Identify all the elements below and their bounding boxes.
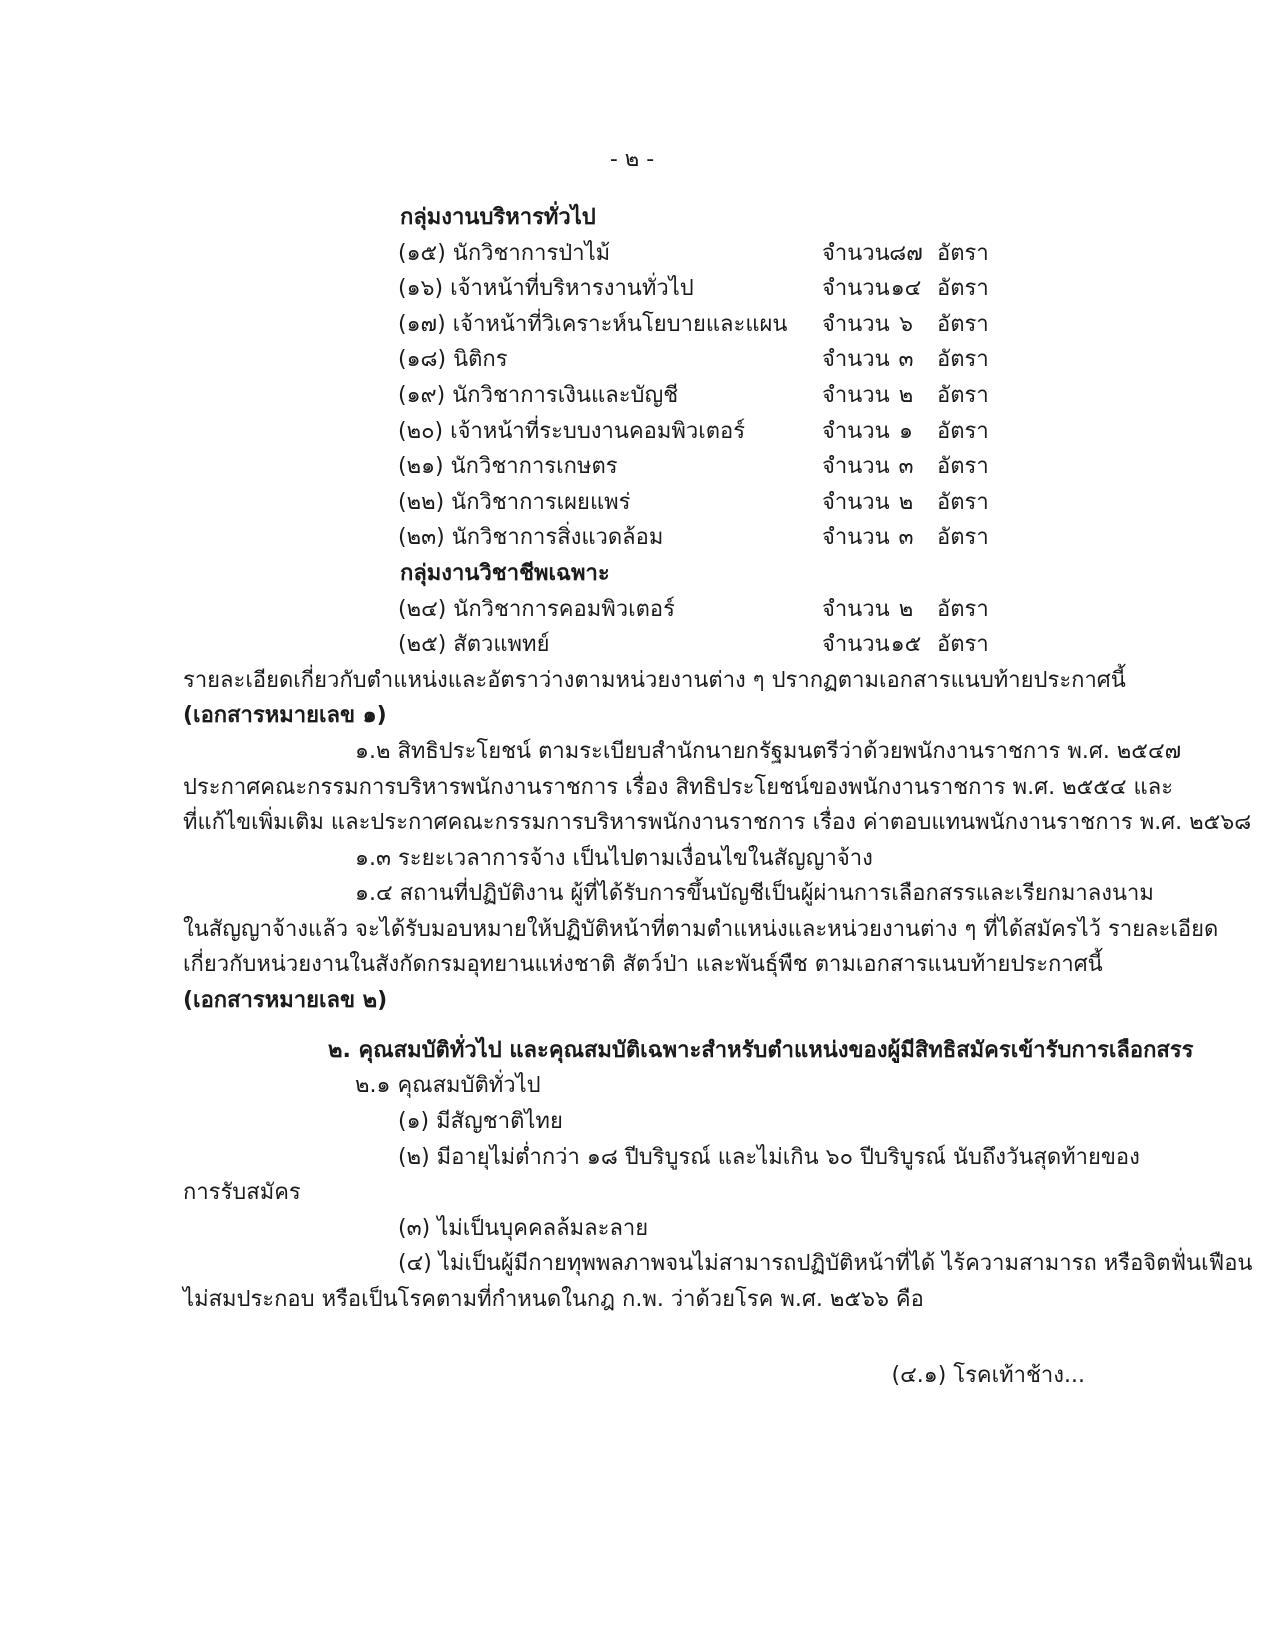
position-name: (๒๑) นักวิชาการเกษตร xyxy=(398,454,618,480)
quantity-label: จำนวน xyxy=(822,525,890,551)
qualification-item-continued: การรับสมัคร xyxy=(183,1180,301,1206)
clause-1-2-line: ที่แก้ไขเพิ่มเติม และประกาศคณะกรรมการบริหารพนักงานราชการ เรื่อง ค่าตอบแทนพนักงานราชการ พ.ศ. ๒๕๖๘ xyxy=(183,810,1252,836)
group-heading-general-admin: กลุ่มงานบริหารทั่วไป xyxy=(400,205,596,230)
quantity-label: จำนวน xyxy=(822,489,890,515)
position-row xyxy=(398,342,1085,378)
quantity-unit: อัตรา xyxy=(937,489,989,515)
quantity-value: ๓ xyxy=(898,454,914,480)
quantity-value: ๑ xyxy=(899,418,913,444)
section-2-heading: ๒. คุณสมบัติทั่วไป และคุณสมบัติเฉพาะสำหรับตำแหน่งของผู้มีสิทธิสมัครเข้ารับการเลือกสรร xyxy=(328,1037,1194,1063)
quantity-value: ๑๕ xyxy=(890,632,922,658)
quantity-label: จำนวน xyxy=(822,596,890,622)
quantity-value: ๒ xyxy=(898,489,914,515)
quantity-unit: อัตรา xyxy=(937,276,989,302)
quantity-unit: อัตรา xyxy=(937,240,989,266)
quantity-label: จำนวน xyxy=(822,418,890,444)
position-row xyxy=(398,307,1085,343)
position-row xyxy=(398,378,1085,414)
position-name: (๒๕) สัตวแพทย์ xyxy=(398,632,550,658)
quantity-value: ๓ xyxy=(898,525,914,551)
quantity-unit: อัตรา xyxy=(937,382,989,408)
quantity-unit: อัตรา xyxy=(937,632,989,658)
clause-1-2-line: ประกาศคณะกรรมการบริหารพนักงานราชการ เรื่อง สิทธิประโยชน์ของพนักงานราชการ พ.ศ. ๒๕๕๔ และ xyxy=(183,774,1174,800)
quantity-label: จำนวน xyxy=(822,382,890,408)
clause-1-2-line: ๑.๒ สิทธิประโยชน์ ตามระเบียบสำนักนายกรัฐมนตรีว่าด้วยพนักงานราชการ พ.ศ. ๒๕๔๗ xyxy=(355,738,1182,764)
position-row xyxy=(398,520,1085,556)
detail-note: รายละเอียดเกี่ยวกับตำแหน่งและอัตราว่างตามหน่วยงานต่าง ๆ ปรากฏตามเอกสารแนบท้ายประกาศนี้ xyxy=(183,667,1126,693)
position-name: (๒๒) นักวิชาการเผยแพร่ xyxy=(398,489,631,515)
position-name: (๒๐) เจ้าหน้าที่ระบบงานคอมพิวเตอร์ xyxy=(398,418,746,444)
qualification-item-continued: ไม่สมประกอบ หรือเป็นโรคตามที่กำหนดในกฎ ก.พ. ว่าด้วยโรค พ.ศ. ๒๕๖๖ คือ xyxy=(183,1287,924,1312)
page-number: - ๒ - xyxy=(609,147,655,172)
qualification-item: (๒) มีอายุไม่ต่ำกว่า ๑๘ ปีบริบูรณ์ และไม่เกิน ๖๐ ปีบริบูรณ์ นับถึงวันสุดท้ายของ xyxy=(398,1144,1140,1170)
quantity-label: จำนวน xyxy=(822,347,890,373)
position-row xyxy=(398,592,1085,628)
position-row xyxy=(398,449,1085,485)
position-row xyxy=(398,627,1085,663)
qualification-item: (๓) ไม่เป็นบุคคลล้มละลาย xyxy=(398,1215,649,1241)
group-heading-professional: กลุ่มงานวิชาชีพเฉพาะ xyxy=(400,560,610,586)
quantity-value: ๒ xyxy=(898,382,914,408)
quantity-value: ๒ xyxy=(898,596,914,622)
quantity-label: จำนวน xyxy=(822,276,890,302)
position-name: (๒๔) นักวิชาการคอมพิวเตอร์ xyxy=(398,596,675,622)
quantity-unit: อัตรา xyxy=(937,454,989,480)
position-name: (๑๘) นิติกร xyxy=(398,347,508,373)
position-name: (๑๙) นักวิชาการเงินและบัญชี xyxy=(398,382,679,408)
position-row xyxy=(398,414,1085,450)
quantity-value: ๑๔ xyxy=(890,276,922,302)
position-name: (๑๕) นักวิชาการป่าไม้ xyxy=(398,240,611,266)
position-row xyxy=(398,236,1085,272)
quantity-unit: อัตรา xyxy=(937,347,989,373)
quantity-unit: อัตรา xyxy=(937,311,989,337)
attachment-reference-2: (เอกสารหมายเลข ๒) xyxy=(183,988,388,1014)
document-body xyxy=(0,200,1275,1318)
quantity-value: ๖ xyxy=(899,311,913,337)
position-row xyxy=(398,485,1085,521)
qualification-item: (๑) มีสัญชาติไทย xyxy=(398,1109,563,1135)
clause-1-3: ๑.๓ ระยะเวลาการจ้าง เป็นไปตามเงื่อนไขในสัญญาจ้าง xyxy=(355,845,873,871)
quantity-value: ๓ xyxy=(898,347,914,373)
subsection-2-1-heading: ๒.๑ คุณสมบัติทั่วไป xyxy=(355,1073,541,1099)
quantity-label: จำนวน xyxy=(822,454,890,480)
quantity-label: จำนวน xyxy=(822,311,890,337)
position-name: (๑๗) เจ้าหน้าที่วิเคราะห์นโยบายและแผน xyxy=(398,311,788,337)
quantity-label: จำนวน xyxy=(822,240,890,266)
quantity-value: ๘๗ xyxy=(889,240,923,266)
continuation-marker: (๔.๑) โรคเท้าช้าง... xyxy=(891,1363,1085,1388)
clause-1-4-line: ๑.๔ สถานที่ปฏิบัติงาน ผู้ที่ได้รับการขึ้นบัญชีเป็นผู้ผ่านการเลือกสรรและเรียกมาลงนาม xyxy=(355,881,1154,907)
quantity-unit: อัตรา xyxy=(937,418,989,444)
attachment-reference-1: (เอกสารหมายเลข ๑) xyxy=(183,703,387,729)
position-name: (๒๓) นักวิชาการสิ่งแวดล้อม xyxy=(398,525,664,551)
position-row xyxy=(398,271,1085,307)
clause-1-4-line: เกี่ยวกับหน่วยงานในสังกัดกรมอุทยานแห่งชาติ สัตว์ป่า และพันธุ์พืช ตามเอกสารแนบท้ายประกาศนี้ xyxy=(183,952,1103,978)
clause-1-4-line: ในสัญญาจ้างแล้ว จะได้รับมอบหมายให้ปฏิบัติหน้าที่ตามตำแหน่งและหน่วยงานต่าง ๆ ที่ได้สมัครไว้ รายละเอียด xyxy=(183,916,1219,942)
position-name: (๑๖) เจ้าหน้าที่บริหารงานทั่วไป xyxy=(398,276,694,302)
quantity-label: จำนวน xyxy=(822,632,890,658)
quantity-unit: อัตรา xyxy=(937,525,989,551)
quantity-unit: อัตรา xyxy=(937,596,989,622)
section-spacer xyxy=(0,1019,1275,1033)
qualification-item: (๔) ไม่เป็นผู้มีกายทุพพลภาพจนไม่สามารถปฏิบัติหน้าที่ได้ ไร้ความสามารถ หรือจิตฟั่นเฟือน xyxy=(398,1251,1253,1277)
